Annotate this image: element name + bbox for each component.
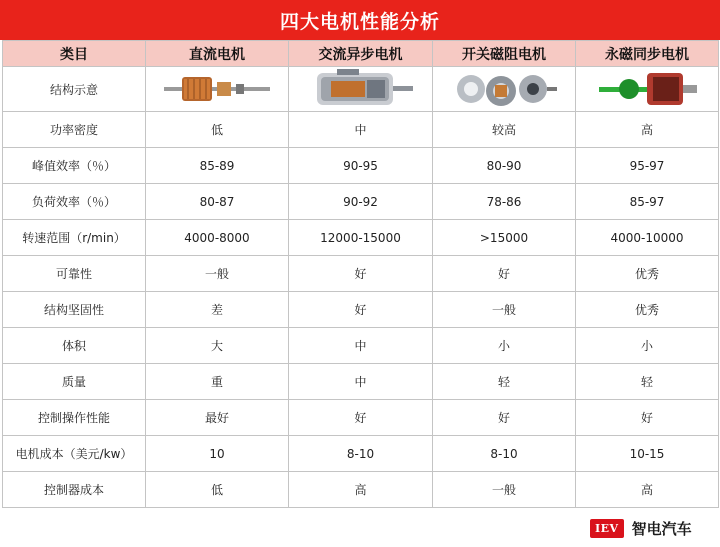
cell-value: 90-95 <box>289 148 433 184</box>
row-label: 电机成本（美元/kw） <box>3 436 146 472</box>
cell-value: 好 <box>433 400 576 436</box>
table-row <box>3 220 719 256</box>
cell-value: 好 <box>289 292 433 328</box>
cell-value: 10 <box>146 436 289 472</box>
cell-value: 8-10 <box>433 436 576 472</box>
footer <box>0 508 720 547</box>
cell-value: 高 <box>576 112 719 148</box>
row-label: 结构坚固性 <box>3 292 146 328</box>
header-pmsm-motor: 永磁同步电机 <box>576 41 719 67</box>
row-label: 控制操作性能 <box>3 400 146 436</box>
cell-value: 80-90 <box>433 148 576 184</box>
cell-value: 一般 <box>146 256 289 292</box>
cell-value: 90-92 <box>289 184 433 220</box>
cell-value: 最好 <box>146 400 289 436</box>
structure-row <box>3 67 719 112</box>
motor-comparison-table <box>2 40 719 508</box>
row-label: 控制器成本 <box>3 472 146 508</box>
cell-value: 差 <box>146 292 289 328</box>
row-label: 转速范围（r/min） <box>3 220 146 256</box>
table-row <box>3 292 719 328</box>
table-row <box>3 112 719 148</box>
cell-value: 12000-15000 <box>289 220 433 256</box>
pmsm-rotor-stator-image <box>595 69 699 109</box>
cell-value: 好 <box>289 256 433 292</box>
cell-value: >15000 <box>433 220 576 256</box>
cell-value: 一般 <box>433 472 576 508</box>
page-title: 四大电机性能分析 <box>0 0 720 40</box>
cell-value: 重 <box>146 364 289 400</box>
cell-value: 一般 <box>433 292 576 328</box>
table-row <box>3 184 719 220</box>
cell-value: 85-89 <box>146 148 289 184</box>
header-row <box>3 41 719 67</box>
row-label: 峰值效率（％） <box>3 148 146 184</box>
cell-value: 好 <box>289 400 433 436</box>
table-row <box>3 364 719 400</box>
cell-value: 中 <box>289 112 433 148</box>
cell-value: 8-10 <box>289 436 433 472</box>
cell-value: 中 <box>289 364 433 400</box>
cell-value: 较高 <box>433 112 576 148</box>
header-switched-reluctance-motor: 开关磁阻电机 <box>433 41 576 67</box>
brand-logo <box>590 518 692 539</box>
cell-value: 优秀 <box>576 256 719 292</box>
cell-value: 高 <box>576 472 719 508</box>
cell-value: 4000-10000 <box>576 220 719 256</box>
cell-value: 大 <box>146 328 289 364</box>
cell-value: 低 <box>146 472 289 508</box>
cell-value: 低 <box>146 112 289 148</box>
cell-value: 80-87 <box>146 184 289 220</box>
ac-induction-motor-cutaway-image <box>307 69 415 109</box>
dc-motor-rotor-image <box>162 71 272 107</box>
cell-value: 优秀 <box>576 292 719 328</box>
row-label: 功率密度 <box>3 112 146 148</box>
cell-value: 中 <box>289 328 433 364</box>
table-row <box>3 400 719 436</box>
table-row <box>3 436 719 472</box>
cell-value: 小 <box>576 328 719 364</box>
cell-value: 轻 <box>433 364 576 400</box>
row-label: 可靠性 <box>3 256 146 292</box>
cell-value: 好 <box>433 256 576 292</box>
cell-value: 好 <box>576 400 719 436</box>
cell-value: 轻 <box>576 364 719 400</box>
cell-value: 78-86 <box>433 184 576 220</box>
row-label: 负荷效率（％） <box>3 184 146 220</box>
cell-value: 高 <box>289 472 433 508</box>
header-dc-motor: 直流电机 <box>146 41 289 67</box>
cell-value: 4000-8000 <box>146 220 289 256</box>
row-label: 体积 <box>3 328 146 364</box>
table-row <box>3 472 719 508</box>
cell-value: 小 <box>433 328 576 364</box>
table-row <box>3 148 719 184</box>
row-label: 质量 <box>3 364 146 400</box>
brand-name: 智电汽车 <box>631 520 692 538</box>
iev-badge: IEV <box>590 519 624 538</box>
header-ac-induction-motor: 交流异步电机 <box>289 41 433 67</box>
table-row <box>3 328 719 364</box>
switched-reluctance-motor-parts-image <box>449 69 559 109</box>
cell-value: 85-97 <box>576 184 719 220</box>
cell-value: 95-97 <box>576 148 719 184</box>
cell-value: 10-15 <box>576 436 719 472</box>
header-category: 类目 <box>3 41 146 67</box>
row-label: 结构示意 <box>3 67 146 112</box>
table-row <box>3 256 719 292</box>
